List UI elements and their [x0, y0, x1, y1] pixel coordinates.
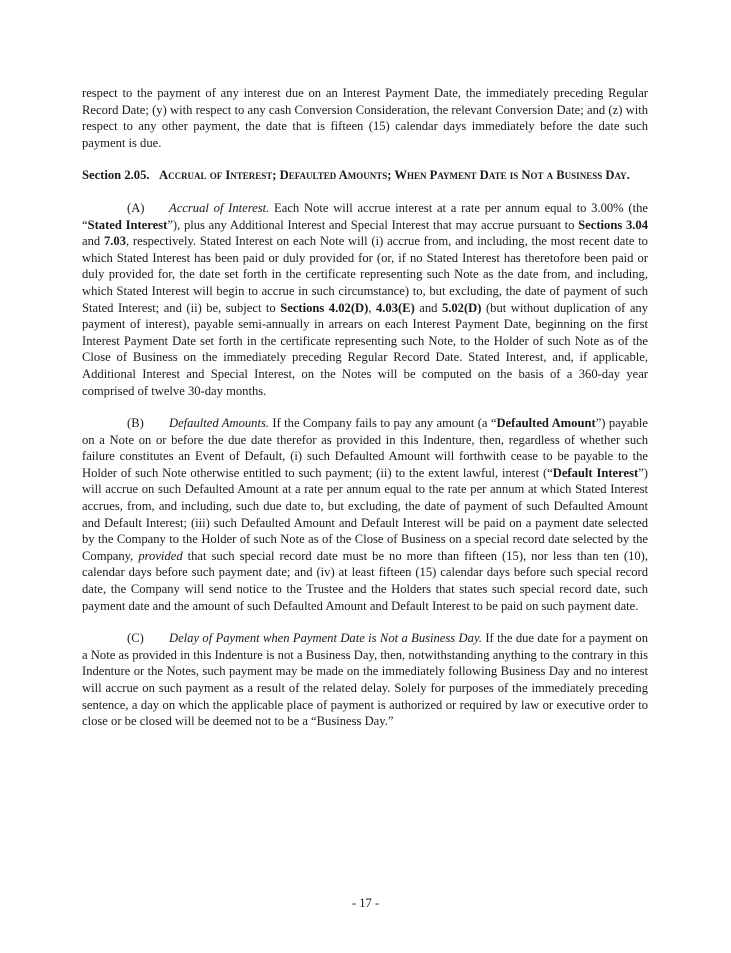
cross-reference-4-03e: 4.03(E) [375, 300, 415, 315]
emphasis-provided: provided [138, 548, 183, 563]
paragraph-c-label: (C) [127, 631, 144, 646]
paragraph-c-text-1: If the due date for a payment on a Note as provided in this Indenture is not a Business Day, then, notwithstanding anything to the contrary in this Indenture or the Notes, such payment may be made on the immediately following Business Day and no interest will accrue on such payment as a result of the related delay. Solely for purposes of the immediately preceding sentence, a day on which the applicable place of payment is authorized or required by law or executive order to close or be closed will be deemed not to be a “Business Day.” [82, 631, 648, 729]
paragraph-a-text-3: and [82, 234, 104, 249]
paragraph-b-title: Defaulted Amounts. [169, 416, 270, 431]
cross-reference-5-02d: 5.02(D) [441, 300, 482, 315]
paragraph-a-text-4: , respectively. Stated Interest on each Note will (i) accrue from, and including, the most recent date to which Stated Interest has been paid or duly provided for (or, if no Stated Interest has theretofore been paid or duly provided for, the date set forth in the certificate representing such Note as the date from, and including, which Stated Interest will begin to accrue in such circumstance) to, but excluding, the date of payment of such Stated Interest; and (ii) be, subject to [82, 234, 648, 315]
section-title: Accrual of Interest; Defaulted Amounts; When Payment Date is Not a Business Day. [158, 168, 630, 183]
paragraph-a-label: (A) [127, 200, 145, 215]
paragraph-b-text-3: ”) will accrue on such Defaulted Amount at a rate per annum equal to the rate per annum at which Stated Interest accrues, from, and including, such due date to, but excluding, the date of payment of such Defaulted Amount and Default Interest; (iii) such Defaulted Amount and Default Interest will be paid on a payment date selected by the Company to the Holder of such Note as of the Close of Business on a special record date selected by the Company, [82, 465, 648, 563]
cross-reference-sections-3-04: Sections 3.04 [578, 217, 648, 232]
paragraph-a-text-5: , [368, 300, 376, 315]
paragraph-a-text-6: and [414, 300, 442, 315]
document-page [82, 85, 648, 746]
paragraph-b-text-2: ”) payable on a Note on or before the due date therefor as provided in this Indenture, then, regardless of whether such failure constitutes an Event of Default, (i) such Defaulted Amount will forthwith cease to be payable to the Holder of such Note otherwise entitled to such payment; (ii) to the extent lawful, interest (“ [82, 416, 648, 480]
paragraph-b-label: (B) [127, 416, 144, 431]
paragraph-a-text-7: (but without duplication of any payment of interest), payable semi-annually in arrears on each Interest Payment Date, beginning on the first Interest Payment Date set forth in the certificate representing such Note, to the Holder of such Note as of the Close of Business on the immediately preceding Regular Record Date. Stated Interest, and, if applicable, Additional Interest and Special Interest, on the Notes will be computed on the basis of a 360-day year comprised of twelve 30-day months. [82, 300, 648, 398]
paragraph-a-text-2: ”), plus any Additional Interest and Special Interest that may accrue pursuant to [167, 217, 579, 232]
paragraph-c-title: Delay of Payment when Payment Date is Not a Business Day. [169, 631, 482, 646]
paragraph-b [82, 415, 648, 614]
paragraph-b-text-4: that such special record date must be no more than fifteen (15), nor less than ten (10), calendar days before such payment date; and (iv) at least fifteen (15) calendar days before such special record date, the Company will send notice to the Trustee and the Holders that states such special record date, such payment date and the amount of such Defaulted Amount and Default Interest to be paid on such payment date. [82, 548, 649, 613]
defined-term-stated-interest: Stated Interest [87, 217, 168, 232]
paragraph-c [82, 630, 648, 730]
paragraph-a-title: Accrual of Interest. [169, 200, 270, 215]
cross-reference-sections-4-02d: Sections 4.02(D) [280, 300, 369, 315]
page-number: - 17 - [351, 896, 380, 910]
paragraph-b-text-1: If the Company fails to pay any amount (a “ [269, 416, 497, 431]
defined-term-defaulted-amount: Defaulted Amount [496, 416, 596, 431]
defined-term-default-interest: Default Interest [552, 465, 639, 480]
section-heading [82, 167, 648, 184]
cross-reference-7-03: 7.03 [103, 234, 126, 249]
paragraph-a [82, 200, 648, 399]
intro-paragraph: respect to the payment of any interest due on an Interest Payment Date, the immediately preceding Regular Record Date; (y) with respect to any cash Conversion Consideration, the relevant Conversion Date; and (z) with respect to any other payment, the date that is fifteen (15) calendar days immediately before the date such payment is due. [82, 86, 648, 150]
paragraph-a-text-1: Each Note will accrue interest at a rate per annum equal to 3.00% (the “ [82, 200, 648, 232]
section-number: Section 2.05. [82, 168, 150, 183]
